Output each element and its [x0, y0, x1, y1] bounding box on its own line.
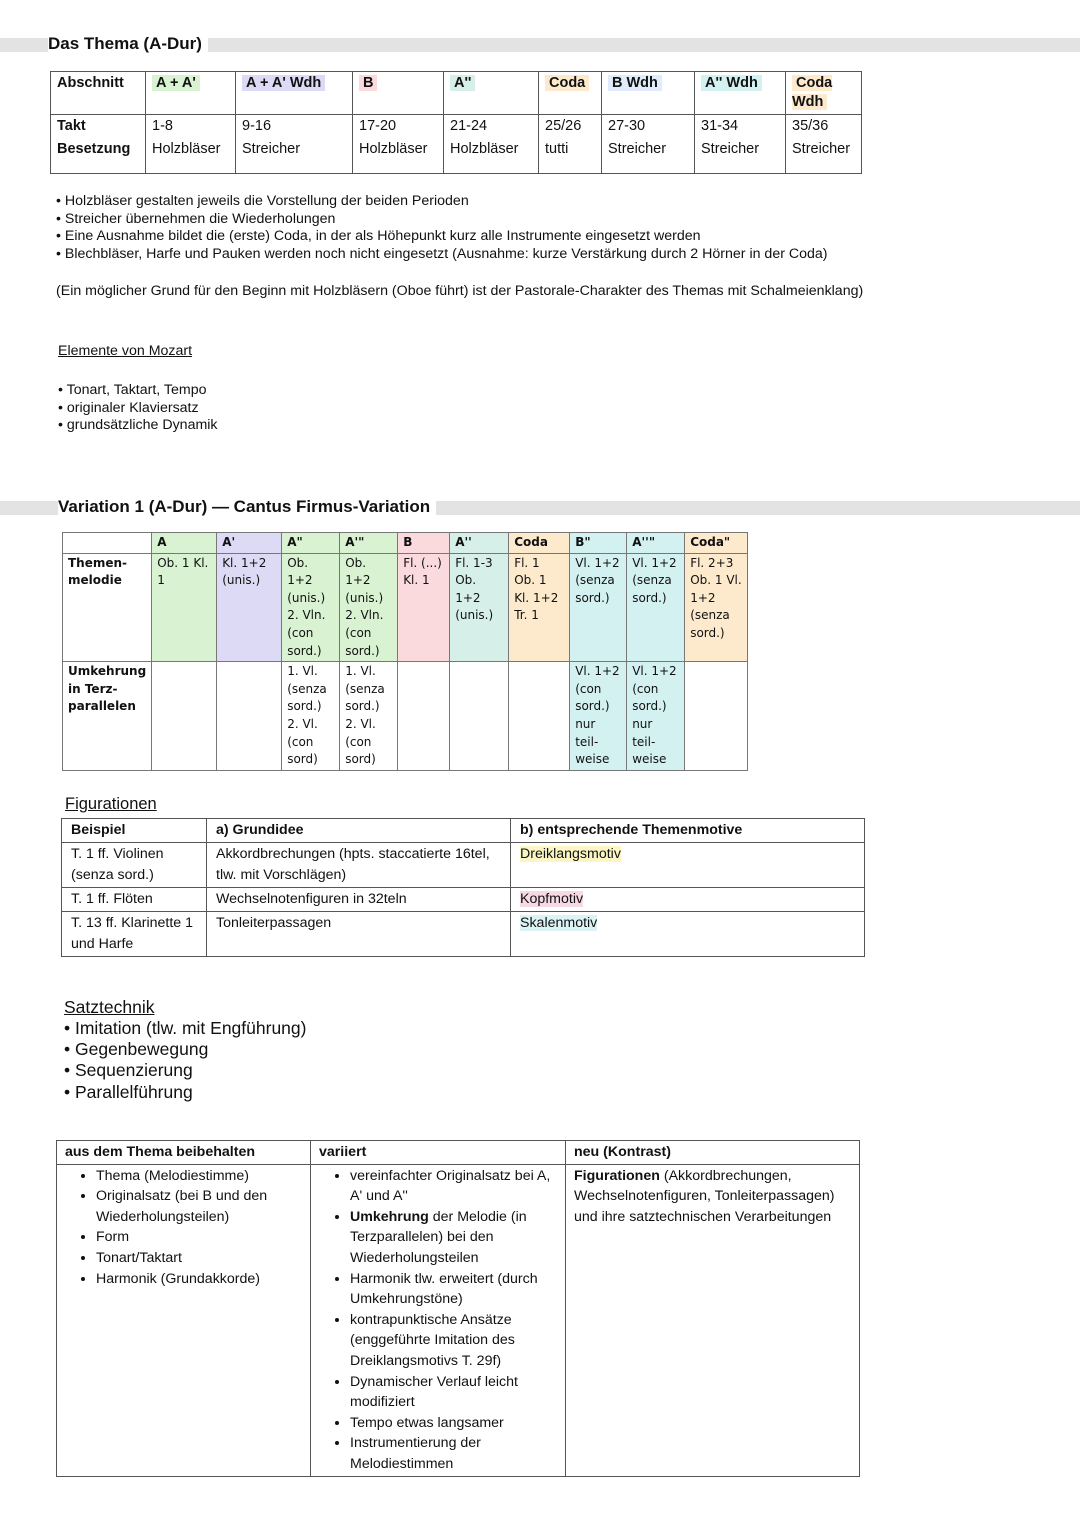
figurationen-table [61, 818, 865, 957]
bullet-item: • Gegenbewegung [64, 1039, 209, 1060]
col-header: B" [570, 533, 627, 554]
vergleich-head: variiert [311, 1141, 566, 1165]
fig-cell: Akkordbrechungen (hpts. staccatierte 16tel, tlw. mit Vorschlägen) [207, 843, 511, 888]
umkehrung-cell: 1. Vl. (senza sord.) 2. Vl. (con sord) [282, 662, 340, 771]
abschnitt-b: B [359, 75, 377, 91]
besetzung-cell: Streicher [695, 138, 786, 174]
besetzung-cell: Holzbläser [146, 138, 236, 174]
vergleich-head: aus dem Thema beibehalten [57, 1141, 311, 1165]
col-header: A [152, 533, 217, 554]
besetzung-cell: tutti [539, 138, 602, 174]
takt-cell: 25/26 [539, 115, 602, 139]
themenmelodie-cell: Ob. 1 Kl. 1 [152, 553, 217, 662]
abschnitt-a2: A'' [450, 75, 475, 91]
takt-cell: 9-16 [236, 115, 353, 139]
thema-note: (Ein möglicher Grund für den Beginn mit Holzbläsern (Oboe führt) ist der Pastorale-Charakter des Themas mit Schalmeienklang) [56, 283, 864, 299]
col-header: A'' [450, 533, 509, 554]
bullet-item: • grundsätzliche Dynamik [58, 417, 218, 433]
variation1-table [62, 532, 748, 771]
col-header: A" [282, 533, 340, 554]
fig-cell: Wechselnotenfiguren in 32teln [207, 888, 511, 912]
col-header: A'" [340, 533, 398, 554]
list-item [350, 1207, 557, 1269]
fig-motiv: Dreiklangsmotiv [520, 846, 621, 862]
themenmelodie-cell: Ob. 1+2 (unis.) 2. Vln. (con sord.) [340, 553, 398, 662]
umkehrung-cell: 1. Vl. (senza sord.) 2. Vl. (con sord) [340, 662, 398, 771]
takt-cell: 17-20 [353, 115, 444, 139]
themenmelodie-cell: Vl. 1+2 (senza sord.) [570, 553, 627, 662]
bullet-item: • originaler Klaviersatz [58, 399, 199, 416]
list-item: • kontrapunktische Ansätze (enggeführte Imitation des Dreiklangsmotivs T. 29f) [350, 1310, 557, 1372]
mozart-bullets [58, 382, 218, 435]
abschnitt-a: A + A' [152, 75, 200, 91]
list-item: • Instrumentierung der Melodiestimmen [350, 1433, 557, 1474]
besetzung-cell: Streicher [602, 138, 695, 174]
besetzung-cell: Streicher [786, 138, 862, 174]
bullet-item: • Parallelführung [64, 1081, 193, 1102]
takt-cell: 27-30 [602, 115, 695, 139]
fig-head: b) entsprechende Themenmotive [511, 819, 865, 843]
umkehrung-cell [152, 662, 217, 771]
fig-motiv: Kopfmotiv [520, 891, 584, 907]
umkehrung-cell [685, 662, 748, 771]
umkehrung-cell [450, 662, 509, 771]
list-item: • Form [96, 1227, 302, 1248]
umkehrung-rest: der Melodie (in Terzparallelen) bei den Wiederholungsteilen [350, 1208, 527, 1266]
themenmelodie-cell: Vl. 1+2 (senza sord.) [627, 553, 685, 662]
takt-cell: 1-8 [146, 115, 236, 139]
vergleich-head: neu (Kontrast) [566, 1141, 860, 1165]
row-label-takt: Takt [51, 115, 146, 139]
umkehrung-cell [398, 662, 450, 771]
thema-table [50, 71, 862, 174]
bullet-item: • Tonart, Taktart, Tempo [58, 382, 207, 398]
fig-cell: T. 1 ff. Violinen (senza sord.) [62, 843, 207, 888]
variiert-list [319, 1166, 557, 1475]
section-title-thema: Das Thema (A-Dur) [48, 34, 208, 54]
list-item: • Harmonik (Grundakkorde) [96, 1269, 302, 1290]
satztechnik-list [64, 1018, 306, 1103]
list-item: • Tempo etwas langsamer [350, 1413, 557, 1434]
besetzung-cell: Streicher [236, 138, 353, 174]
list-item: • Dynamischer Verlauf leicht modifiziert [350, 1372, 557, 1413]
themenmelodie-cell: Fl. 2+3 Ob. 1 Vl. 1+2 (senza sord.) [685, 553, 748, 662]
abschnitt-coda: Coda [545, 75, 589, 91]
col-header: Coda [509, 533, 570, 554]
umkehrung-cell [509, 662, 570, 771]
abschnitt-coda-wdh: Coda Wdh [792, 75, 833, 110]
section-title-variation1: Variation 1 (A-Dur) — Cantus Firmus-Variation [58, 497, 436, 517]
fig-cell: T. 13 ff. Klarinette 1 und Harfe [62, 912, 207, 957]
row-label-besetzung: Besetzung [51, 138, 146, 174]
abschnitt-a-wdh: A + A' Wdh [242, 75, 325, 91]
beibehalten-list [65, 1166, 302, 1290]
bullet-item: • Holzbläser gestalten jeweils die Vorstellung der beiden Perioden [56, 193, 469, 209]
fig-head: Beispiel [62, 819, 207, 843]
themenmelodie-cell: Fl. (...) Kl. 1 [398, 553, 450, 662]
fig-cell: T. 1 ff. Flöten [62, 888, 207, 912]
list-item: • Originalsatz (bei B und den Wiederholungsteilen) [96, 1186, 302, 1227]
abschnitt-b-wdh: B Wdh [608, 75, 662, 91]
col-header: A' [217, 533, 282, 554]
umkehrung-cell [217, 662, 282, 771]
thema-bullets [56, 193, 828, 263]
themenmelodie-cell: Kl. 1+2 (unis.) [217, 553, 282, 662]
col-header: A''" [627, 533, 685, 554]
bullet-item: • Streicher übernehmen die Wiederholungen [56, 210, 336, 227]
list-item: • vereinfachter Originalsatz bei A, A' und A'' [350, 1166, 557, 1207]
bullet-item: • Imitation (tlw. mit Engführung) [64, 1018, 307, 1038]
umkehrung-cell: Vl. 1+2 (con sord.) nur teil- weise [627, 662, 685, 771]
besetzung-cell: Holzbläser [444, 138, 539, 174]
list-item: • Tonart/Taktart [96, 1248, 302, 1269]
takt-cell: 35/36 [786, 115, 862, 139]
vergleich-table [56, 1140, 860, 1477]
row-label-themenmelodie: Themen- melodie [63, 553, 152, 662]
themenmelodie-cell: Fl. 1-3 Ob. 1+2 (unis.) [450, 553, 509, 662]
fig-cell: Tonleiterpassagen [207, 912, 511, 957]
col-header: B [398, 533, 450, 554]
list-item: • Thema (Melodiestimme) [96, 1166, 302, 1187]
neu-bold: Figurationen [574, 1167, 660, 1184]
fig-head: a) Grundidee [207, 819, 511, 843]
takt-cell: 31-34 [695, 115, 786, 139]
abschnitt-a2-wdh: A'' Wdh [701, 75, 762, 91]
takt-cell: 21-24 [444, 115, 539, 139]
themenmelodie-cell: Ob. 1+2 (unis.) 2. Vln. (con sord.) [282, 553, 340, 662]
list-item: • Harmonik tlw. erweitert (durch Umkehrungstöne) [350, 1269, 557, 1310]
besetzung-cell: Holzbläser [353, 138, 444, 174]
row-label-abschnitt: Abschnitt [51, 72, 146, 115]
col-header: Coda" [685, 533, 748, 554]
mozart-heading: Elemente von Mozart [58, 343, 193, 359]
fig-motiv: Skalenmotiv [520, 915, 598, 931]
umkehrung-cell: Vl. 1+2 (con sord.) nur teil- weise [570, 662, 627, 771]
row-label-umkehrung: Umkehrung in Terz- parallelen [63, 662, 152, 771]
satztechnik-heading: Satztechnik [64, 997, 155, 1017]
bullet-item: • Eine Ausnahme bildet die (erste) Coda, in der als Höhepunkt kurz alle Instrumente eingesetzt werden [56, 228, 701, 244]
bullet-item: • Sequenzierung [64, 1060, 193, 1081]
figurationen-heading: Figurationen [65, 795, 157, 813]
bullet-item: • Blechbläser, Harfe und Pauken werden noch nicht eingesetzt (Ausnahme: kurze Verstärkung durch 2 Hörner in der Coda) [56, 245, 828, 262]
neu-rest: (Akkordbrechungen, Wechselnotenfiguren, Tonleiterpassagen) und ihre satztechnischen Verarbeitungen [574, 1167, 835, 1225]
umkehrung-bold: Umkehrung [350, 1208, 429, 1225]
themenmelodie-cell: Fl. 1 Ob. 1 Kl. 1+2 Tr. 1 [509, 553, 570, 662]
